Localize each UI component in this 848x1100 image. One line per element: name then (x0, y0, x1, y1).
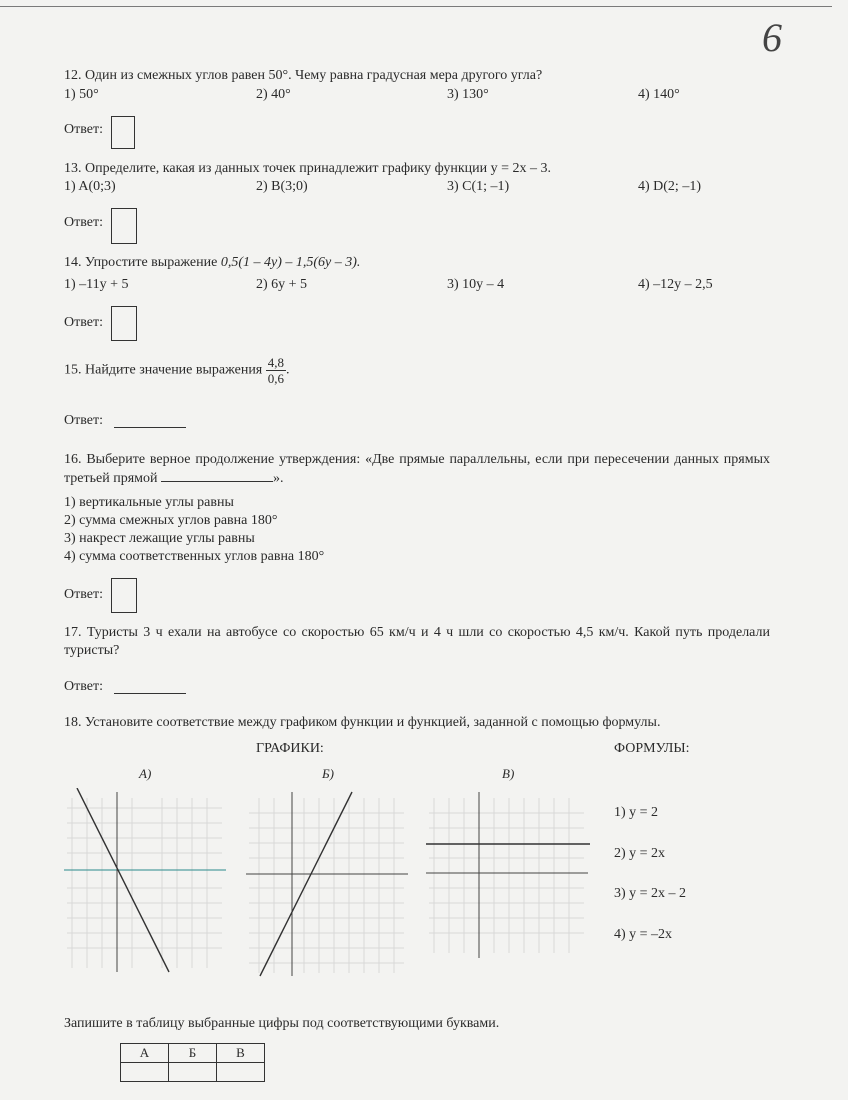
q14-answer-label: Ответ: (64, 315, 103, 330)
graphs-title: ГРАФИКИ: (256, 741, 324, 756)
q13-option-3: 3) C(1; –1) (447, 179, 510, 194)
q18-table-header-a: А (121, 1044, 169, 1063)
q15-suffix: . (286, 362, 290, 378)
q13-option-2: 2) B(3;0) (256, 179, 308, 194)
q15-answer-line[interactable] (114, 413, 186, 428)
q12-option-3: 3) 130° (447, 87, 489, 102)
graph-a (62, 788, 230, 974)
q16-option-4: 4) сумма соответственных углов равна 180° (64, 549, 325, 564)
q15-fraction (266, 355, 286, 386)
q18-table-header-v: В (217, 1044, 265, 1063)
graph-v (424, 788, 592, 960)
graph-label-b: Б) (322, 766, 334, 781)
q16-answer-label: Ответ: (64, 587, 103, 602)
q16-text-part2: ». (273, 471, 284, 486)
q17-answer-line[interactable] (114, 679, 186, 694)
q14-option-4: 4) –12y – 2,5 (638, 277, 713, 292)
q18-answer-cell-b[interactable] (169, 1063, 217, 1082)
q12-option-2: 2) 40° (256, 87, 291, 102)
q12-option-4: 4) 140° (638, 87, 680, 102)
graph-label-a: А) (139, 766, 152, 781)
q13-answer-label: Ответ: (64, 215, 103, 230)
q18-answer-table (120, 1043, 265, 1082)
q16-option-1: 1) вертикальные углы равны (64, 495, 234, 510)
formula-3: 3) y = 2x – 2 (614, 886, 687, 901)
q13-option-1: 1) A(0;3) (64, 179, 116, 194)
formula-2: 2) y = 2x (614, 846, 666, 861)
q14-expression: 0,5(1 – 4y) – 1,5(6y – 3). (220, 255, 361, 270)
formula-4: 4) y = –2x (614, 927, 673, 942)
q18-table-answer-row (121, 1063, 265, 1082)
q15-answer-label: Ответ: (64, 413, 103, 428)
q13-answer-box[interactable] (111, 208, 137, 244)
q16-text-part1: 16. Выберите верное продолжение утверждения: «Две прямые параллельны, если при пересечении данных прямых третьей прямой (64, 452, 770, 486)
graph-v-grid (429, 798, 584, 953)
q15-numerator: 4,8 (267, 355, 284, 370)
q12-answer-box[interactable] (111, 116, 135, 149)
q18-table-header-b: Б (169, 1044, 217, 1063)
q18-instruction: Запишите в таблицу выбранные цифры под соответствующими буквами. (64, 1016, 500, 1031)
q15-denominator: 0,6 (267, 371, 284, 386)
q16-option-3: 3) накрест лежащие углы равны (64, 531, 255, 546)
q13-text: 13. Определите, какая из данных точек принадлежит графику функции y = 2x – 3. (64, 161, 552, 176)
q17-answer-label: Ответ: (64, 679, 103, 694)
q16-text (64, 451, 770, 488)
graph-label-v: В) (502, 766, 515, 781)
q15-text (64, 355, 290, 386)
graph-b-grid (249, 798, 404, 973)
q18-table-header-row (121, 1044, 265, 1063)
q17-text: 17. Туристы 3 ч ехали на автобусе со скоростью 65 км/ч и 4 ч шли со скоростью 4,5 км/ч. Какой путь проделали туристы? (64, 625, 770, 658)
graph-a-line (77, 788, 169, 972)
q18-answer-cell-a[interactable] (121, 1063, 169, 1082)
q18-answer-cell-v[interactable] (217, 1063, 265, 1082)
q12-text: 12. Один из смежных углов равен 50°. Чему равна градусная мера другого угла? (64, 68, 543, 83)
q15-prefix: 15. Найдите значение выражения (64, 362, 263, 378)
page-number: 6 (762, 15, 782, 60)
q16-blank (161, 469, 273, 482)
graph-b (244, 788, 412, 978)
graph-a-grid (67, 798, 222, 968)
formula-1: 1) y = 2 (614, 805, 659, 820)
q12-option-1: 1) 50° (64, 87, 99, 102)
q14-answer-box[interactable] (111, 306, 137, 341)
q14-prefix: 14. Упростите выражение (64, 255, 218, 270)
q12-answer-label: Ответ: (64, 122, 103, 137)
q16-option-2: 2) сумма смежных углов равна 180° (64, 513, 278, 528)
top-rule (0, 6, 832, 7)
q14-text (64, 254, 360, 272)
q14-option-2: 2) 6y + 5 (256, 277, 308, 292)
q14-option-1: 1) –11y + 5 (64, 277, 129, 292)
q14-option-3: 3) 10y – 4 (447, 277, 505, 292)
q18-text: 18. Установите соответствие между графиком функции и функцией, заданной с помощью формулы. (64, 715, 661, 730)
q13-option-4: 4) D(2; –1) (638, 179, 701, 194)
q16-answer-box[interactable] (111, 578, 137, 613)
formulas-title: ФОРМУЛЫ: (614, 741, 690, 756)
